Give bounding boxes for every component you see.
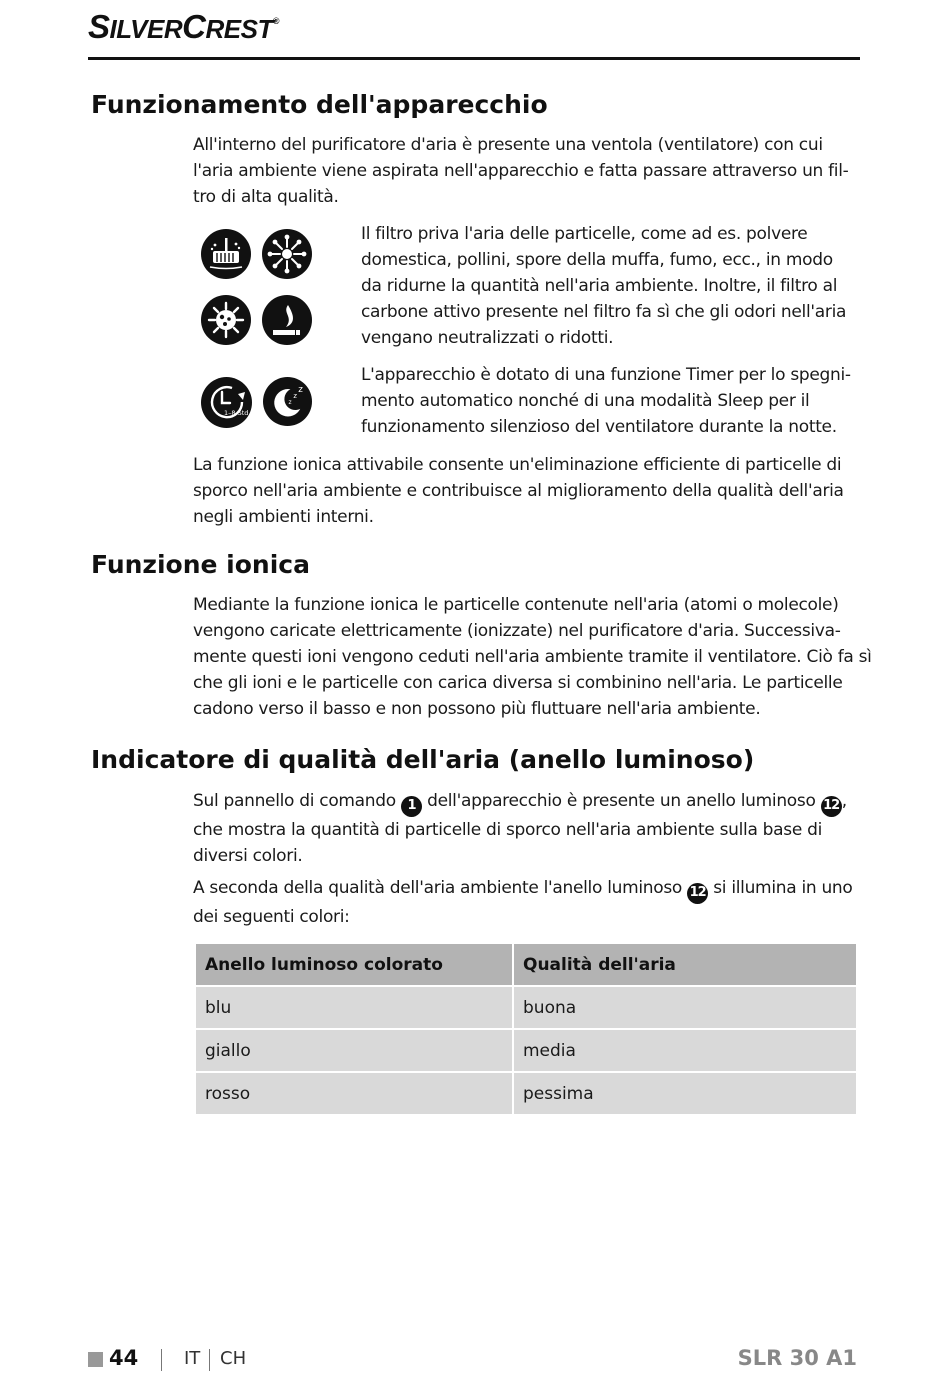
filter-line: vengano neutralizzati o ridotti.: [361, 328, 614, 348]
colors-intro-line: [193, 875, 853, 904]
language-code-it: IT: [184, 1348, 201, 1369]
table-cell: blu: [196, 987, 512, 1028]
table-header-row: [196, 944, 856, 985]
ionic-line: mente questi ioni vengono ceduti nell'aria ambiente tramite il ventilatore. Ciò fa sì: [193, 647, 872, 667]
header-rule: [88, 57, 860, 60]
timer-line: mento automatico nonché di una modalità Sleep per il: [361, 391, 810, 411]
ionic-function-paragraph: [193, 592, 872, 722]
smoke-icon: [262, 295, 312, 345]
timer-icon: [201, 377, 252, 428]
dust-icon: [201, 229, 251, 279]
svg-text:z: z: [293, 391, 297, 400]
text-run: A seconda della qualità dell'aria ambiente l'anello luminoso: [193, 878, 683, 898]
table-cell: giallo: [196, 1030, 512, 1071]
ionic-intro-line: La funzione ionica attivabile consente un'eliminazione efficiente di particelle di: [193, 455, 842, 475]
table-cell: rosso: [196, 1073, 512, 1114]
model-number: SLR 30 A1: [737, 1346, 857, 1370]
ionic-intro-paragraph: [193, 452, 844, 530]
section-title-indicatore-qualita: Indicatore di qualità dell'aria (anello luminoso): [91, 745, 755, 774]
text-run: dell'apparecchio è presente un anello luminoso: [427, 791, 816, 811]
intro-line: All'interno del purificatore d'aria è presente una ventola (ventilatore) con cui: [193, 135, 823, 155]
ionic-intro-line: sporco nell'aria ambiente e contribuisce al miglioramento della qualità dell'aria: [193, 481, 844, 501]
svg-text:z: z: [298, 384, 303, 395]
filter-paragraph: [361, 221, 846, 351]
pollen-icon: [262, 229, 312, 279]
timer-line: funzionamento silenzioso del ventilatore durante la notte.: [361, 417, 837, 437]
page-marker-square: [88, 1352, 103, 1367]
brand-logo: SILVERCREST®: [88, 8, 279, 45]
ionic-intro-line: negli ambienti interni.: [193, 507, 374, 527]
table-cell: pessima: [514, 1073, 856, 1114]
filter-line: Il filtro priva l'aria delle particelle, come ad es. polvere: [361, 224, 808, 244]
air-quality-table: [194, 942, 858, 1116]
table-row: [196, 1030, 856, 1071]
text-run: si illumina in uno: [713, 878, 853, 898]
timer-paragraph: [361, 362, 851, 440]
header-cell-air-quality: Qualità dell'aria: [514, 944, 856, 985]
table-row: [196, 987, 856, 1028]
text-run: Sul pannello di comando: [193, 791, 396, 811]
colors-intro-paragraph: [193, 875, 853, 930]
ionic-line: che gli ioni e le particelle con carica diversa si combinino nell'aria. Le particelle: [193, 673, 843, 693]
control-panel-paragraph: [193, 788, 847, 869]
sleep-mode-icon: [263, 377, 312, 426]
language-code-ch: CH: [220, 1348, 247, 1369]
filter-line: domestica, pollini, spore della muffa, fumo, ecc., in modo: [361, 250, 833, 270]
table-row: [196, 1073, 856, 1114]
section-title-funzionamento: Funzionamento dell'apparecchio: [91, 90, 548, 119]
ionic-line: Mediante la funzione ionica le particelle contenute nell'aria (atomi o molecole): [193, 595, 839, 615]
filter-line: carbone attivo presente nel filtro fa sì che gli odori nell'aria: [361, 302, 847, 322]
section-title-funzione-ionica: Funzione ionica: [91, 550, 310, 579]
svg-text:z: z: [288, 399, 292, 406]
intro-line: l'aria ambiente viene aspirata nell'apparecchio e fatta passare attraverso un fil-: [193, 161, 849, 181]
timer-line: L'apparecchio è dotato di una funzione Timer per lo spegni-: [361, 365, 851, 385]
reference-number-badge: 12: [687, 883, 708, 904]
ionic-line: vengono caricate elettricamente (ionizzate) nel purificatore d'aria. Successiva-: [193, 621, 841, 641]
text-run: ,: [841, 791, 847, 811]
ionic-line: cadono verso il basso e non possono più fluttuare nell'aria ambiente.: [193, 699, 761, 719]
intro-line: tro di alta qualità.: [193, 187, 339, 207]
table-cell: media: [514, 1030, 856, 1071]
control-panel-line: diversi colori.: [193, 845, 303, 866]
filter-line: da ridurne la quantità nell'aria ambiente. Inoltre, il filtro al: [361, 276, 838, 296]
footer-divider: [209, 1349, 210, 1371]
registered-mark: ®: [272, 16, 279, 26]
reference-number-badge: 12: [821, 796, 842, 817]
timer-range-label: 1–8 Std.: [223, 408, 250, 417]
control-panel-line: [193, 788, 847, 817]
intro-paragraph: [193, 132, 848, 210]
mold-spore-icon: [201, 295, 251, 345]
reference-number-badge: 1: [401, 796, 422, 817]
colors-intro-line: dei seguenti colori:: [193, 906, 350, 927]
header-cell-ring-color: Anello luminoso colorato: [196, 944, 512, 985]
footer-divider: [161, 1349, 162, 1371]
page-number: 44: [109, 1346, 139, 1370]
control-panel-line: che mostra la quantità di particelle di sporco nell'aria ambiente sulla base di: [193, 819, 823, 840]
table-cell: buona: [514, 987, 856, 1028]
